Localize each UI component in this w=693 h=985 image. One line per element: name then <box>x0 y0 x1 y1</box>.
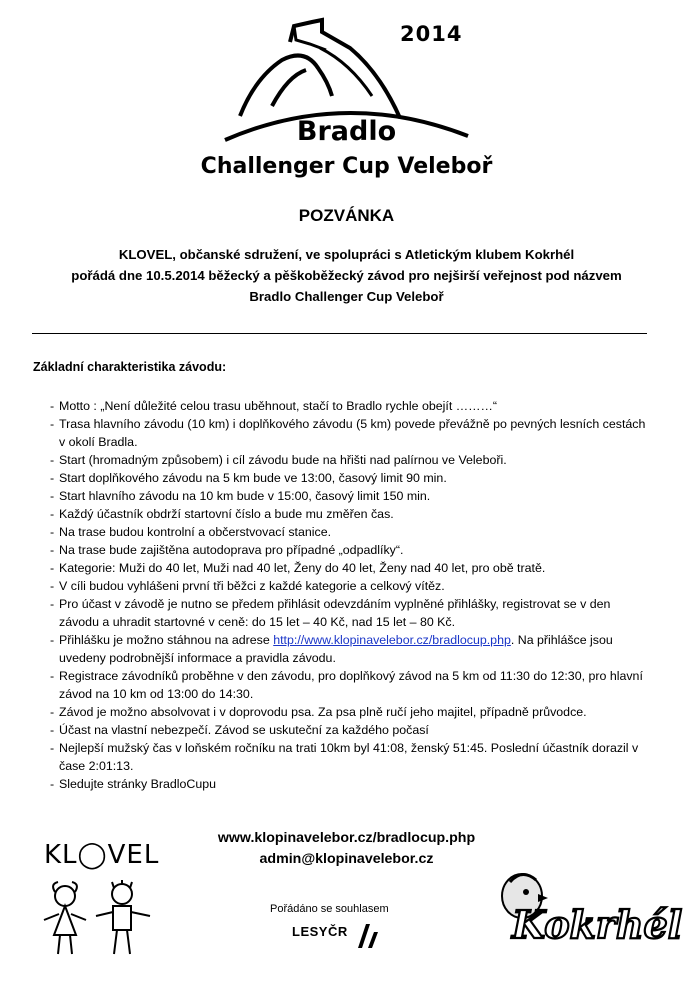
list-item: - Pro účast v závodě je nutno se předem přihlásit odevzdáním vyplněné přihlášky, registrovat se v den závodu a uhradit startovné v ceně: do 15 let – 40 Kč, nad 15 let – 80 Kč. <box>50 595 650 631</box>
intro-line: KLOVEL, občanské sdružení, ve spolupráci s Atletickým klubem Kokrhél <box>118 247 575 262</box>
kids-drawing-icon <box>40 880 160 960</box>
list-item: - Každý účastník obdrží startovní číslo a bude mu změřen čas. <box>50 505 650 523</box>
approval-text: Pořádáno se souhlasem <box>270 903 389 915</box>
lesy-mark-icon <box>354 920 380 950</box>
year-label: 2014 <box>400 22 463 46</box>
page-title: POZVÁNKA <box>298 206 395 225</box>
footer-email[interactable]: admin@klopinavelebor.cz <box>259 851 434 867</box>
list-item: - Na trase budou kontrolní a občerstvovací stanice. <box>50 523 650 541</box>
registration-link[interactable]: http://www.klopinavelebor.cz/bradlocup.php <box>273 633 511 647</box>
brand-title: Bradlo <box>296 116 397 147</box>
section-title: Základní charakteristika závodu: <box>33 360 227 374</box>
list-item: - Start doplňkového závodu na 5 km bude ve 13:00, časový limit 90 min. <box>50 469 650 487</box>
list-item: - Závod je možno absolvovat i v doprovodu psa. Za psa plně ručí jeho majitel, případně průvodce. <box>50 703 650 721</box>
list-item: - Start (hromadným způsobem) i cíl závodu bude na hřišti nad palírnou ve Veleboři. <box>50 451 650 469</box>
kokrhel-logo-text: Kokrhél <box>512 902 683 947</box>
list-item: - V cíli budou vyhlášeni první tři běžci z každé kategorie a celkový vítěz. <box>50 577 650 595</box>
list-item: - Motto : „Není důležité celou trasu uběhnout, stačí to Bradlo rychle obejít ………“ <box>50 397 650 415</box>
list-item: - Trasa hlavního závodu (10 km) i doplňkového závodu (5 km) povede převážně po pevných lesních cestách v okolí Bradla. <box>50 415 650 451</box>
list-item: - Start hlavního závodu na 10 km bude v 15:00, časový limit 150 min. <box>50 487 650 505</box>
list-item: - Registrace závodníků proběhne v den závodu, pro doplňkový závod na 5 km od 11:30 do 12:30, pro hlavní závod na 10 km od 13:00 do 14:30. <box>50 667 650 703</box>
divider <box>32 333 647 334</box>
registration-suffix: . Na přihlášce jsou uvedeny podrobnější informace a pravidla závodu. <box>59 633 613 665</box>
brand-subtitle: Challenger Cup Veleboř <box>200 154 493 179</box>
list-item: - Kategorie: Muži do 40 let, Muži nad 40 let, Ženy do 40 let, Ženy nad 40 let, pro obě tratě. <box>50 559 650 577</box>
intro-text <box>30 244 663 307</box>
list-item: - Nejlepší mužský čas v loňském ročníku na trati 10km byl 41:08, ženský 51:45. Poslední účastník dorazil v čase 2:01:13. <box>50 739 650 775</box>
kokrhel-logo <box>492 868 683 948</box>
registration-prefix: Přihlášku je možno stáhnou na adrese <box>59 633 274 647</box>
list-item: - Na trase bude zajištěna autodoprava pro případné „odpadlíky“. <box>50 541 650 559</box>
list-item: - Účast na vlastní nebezpečí. Závod se uskuteční za každého počasí <box>50 721 650 739</box>
intro-line: Bradlo Challenger Cup Veleboř <box>249 289 444 304</box>
list-item-registration <box>50 631 650 667</box>
lesy-logo: LESYČR <box>292 924 348 939</box>
klovel-logo: KL◯VEL <box>44 840 160 870</box>
footer-website[interactable]: www.klopinavelebor.cz/bradlocup.php <box>217 830 476 846</box>
characteristics-list <box>50 397 650 793</box>
intro-line: pořádá dne 10.5.2014 běžecký a pěškoběžecký závod pro nejširší veřejnost pod názvem <box>71 268 622 283</box>
list-item: - Sledujte stránky BradloCupu <box>50 775 650 793</box>
